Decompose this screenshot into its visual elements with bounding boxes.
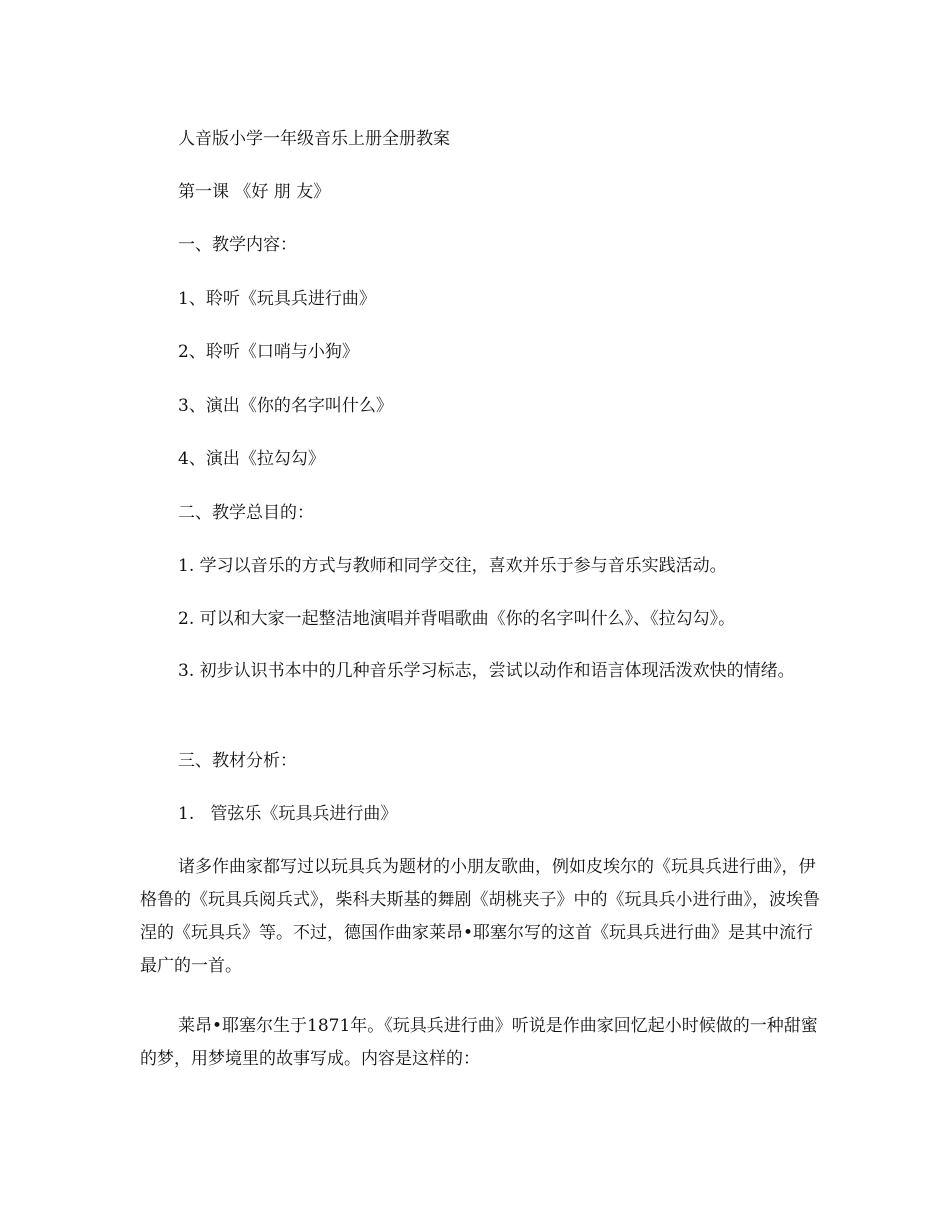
content-item: 3、演出《你的名字叫什么》: [178, 396, 393, 416]
analysis-subheading: 1. 管弦乐《玩具兵进行曲》: [178, 804, 398, 824]
analysis-paragraph: 诸多作曲家都写过以玩具兵为题材的小朋友歌曲，例如皮埃尔的《玩具兵进行曲》，伊格鲁的《玩具兵阅兵式》，柴科夫斯基的舞剧《胡桃夹子》中的《玩具兵小进行曲》，波埃鲁涅的《玩具兵》等。不过，德国作曲家莱昂•耶塞尔写的这首《玩具兵进行曲》是其中流行最广的一首。: [140, 857, 820, 976]
analysis-paragraph: 莱昂•耶塞尔生于1871年。《玩具兵进行曲》听说是作曲家回忆起小时候做的一种甜蜜的梦，用梦境里的故事写成。内容是这样的：: [140, 1016, 818, 1069]
goal-item: 1. 学习以音乐的方式与教师和同学交往，喜欢并乐于参与音乐实践活动。: [178, 556, 727, 576]
lesson-title: 第一课 《好 朋 友》: [178, 182, 331, 202]
goal-item: 2. 可以和大家一起整洁地演唱并背唱歌曲《你的名字叫什么》、《拉勾勾》。: [178, 609, 736, 629]
section-heading-content: 一、教学内容：: [178, 235, 297, 255]
content-item: 2、聆听《口哨与小狗》: [178, 342, 359, 362]
section-heading-analysis: 三、教材分析：: [178, 751, 297, 771]
content-item: 1、聆听《玩具兵进行曲》: [178, 289, 376, 309]
section-heading-goals: 二、教学总目的：: [178, 503, 314, 523]
goal-item: 3. 初步认识书本中的几种音乐学习标志，尝试以动作和语言体现活泼欢快的情绪。: [178, 661, 795, 681]
content-item: 4、演出《拉勾勾》: [178, 449, 325, 469]
document-title: 人音版小学一年级音乐上册全册教案: [178, 129, 450, 149]
